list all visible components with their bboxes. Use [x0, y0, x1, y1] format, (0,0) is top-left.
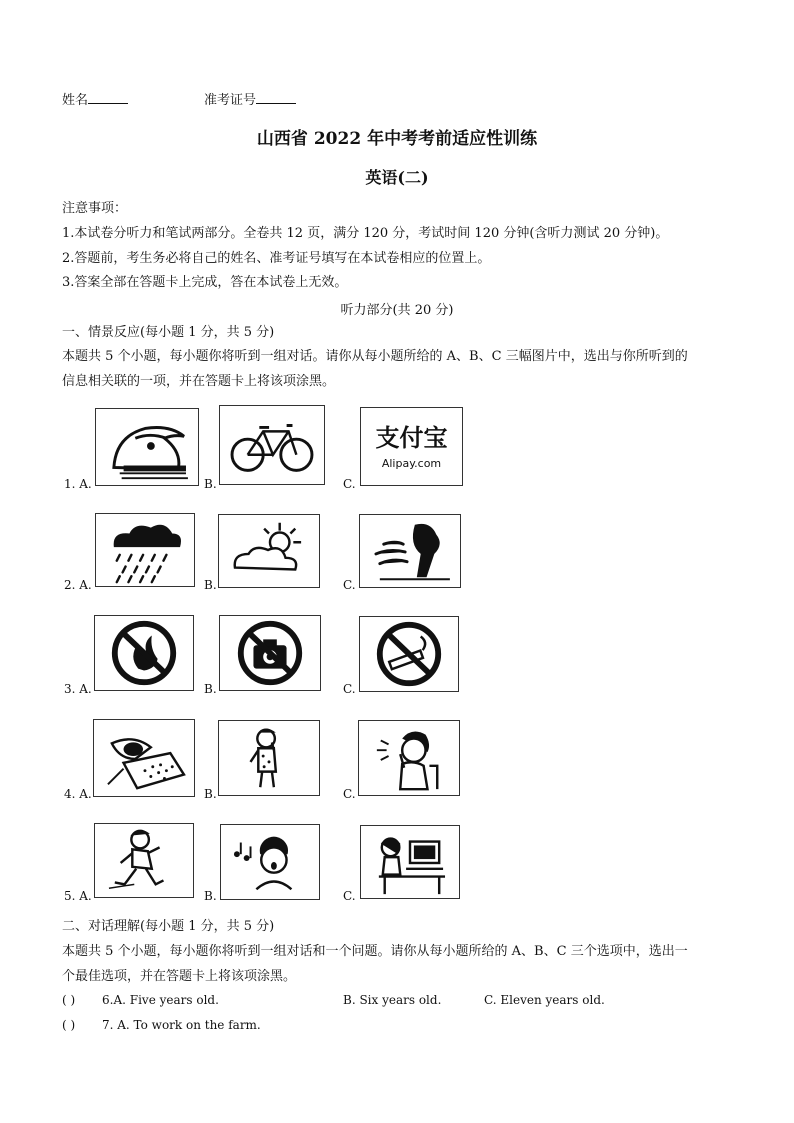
- q3-label-b: B.: [204, 682, 217, 696]
- q4-label-b: B.: [204, 787, 217, 801]
- q2-label-a: 2. A.: [64, 578, 92, 592]
- no-smoking-icon[interactable]: [359, 616, 459, 692]
- q3-label-c: C.: [343, 682, 356, 696]
- section2-heading: 二、对话理解(每小题 1 分，共 5 分): [62, 919, 275, 934]
- q1-label-a: 1. A.: [64, 477, 92, 491]
- q5-label-c: C.: [343, 889, 356, 903]
- alipay-cn-logo: 支付宝: [375, 424, 448, 452]
- bicycle-icon[interactable]: [219, 405, 325, 485]
- exam-subtitle: 英语(二): [365, 168, 429, 187]
- exam-no-blank[interactable]: [256, 91, 296, 104]
- section1-instruction-cont: 信息相关联的一项，并在答题卡上将该项涂黑。: [62, 374, 336, 389]
- q2-label-b: B.: [204, 578, 217, 592]
- note-item-3: 3.答案全部在答题卡上完成，答在本试卷上无效。: [62, 275, 348, 290]
- sick-boy-icon[interactable]: [218, 720, 320, 796]
- section1-instruction: 本题共 5 个小题，每小题你将听到一组对话。请你从每小题所给的 A、B、C 三幅图片中，选出与你所听到的: [62, 349, 688, 364]
- q6-option-b[interactable]: B. Six years old.: [343, 993, 442, 1007]
- singing-boy-icon[interactable]: [220, 824, 320, 900]
- q7-answer-paren[interactable]: ( ): [62, 1018, 76, 1032]
- exam-title: 山西省 2022 年中考考前适应性训练: [256, 129, 538, 149]
- section2-instruction-cont: 个最佳选项，并在答题卡上将该项涂黑。: [62, 969, 297, 984]
- q1-label-b: B.: [204, 477, 217, 491]
- sleeping-person-icon[interactable]: [93, 719, 195, 797]
- q6-option-a[interactable]: 6.A. Five years old.: [102, 993, 219, 1007]
- no-fire-icon[interactable]: [94, 615, 194, 691]
- q5-label-a: 5. A.: [64, 889, 92, 903]
- q4-label-a: 4. A.: [64, 787, 92, 801]
- section2-instruction: 本题共 5 个小题，每小题你将听到一组对话和一个问题。请你从每小题所给的 A、B、C 三个选项中，选出一: [62, 944, 688, 959]
- listening-heading: 听力部分(共 20 分): [340, 303, 454, 318]
- exam-no-label: 准考证号: [204, 93, 257, 108]
- q5-label-b: B.: [204, 889, 217, 903]
- running-boy-icon[interactable]: [94, 823, 194, 898]
- name-field: [62, 91, 128, 110]
- name-blank[interactable]: [88, 91, 128, 104]
- no-camera-icon[interactable]: [219, 615, 321, 691]
- q2-label-c: C.: [343, 578, 356, 592]
- name-label: 姓名: [62, 93, 89, 108]
- storm-wind-icon[interactable]: [359, 514, 461, 588]
- computer-girl-icon[interactable]: [360, 825, 460, 899]
- sun-cloud-icon[interactable]: [218, 514, 320, 588]
- notes-heading: 注意事项：: [62, 201, 128, 216]
- rain-cloud-icon[interactable]: [95, 513, 195, 587]
- q1-label-c: C.: [343, 477, 356, 491]
- note-item-2: 2.答题前，考生务必将自己的姓名、准考证号填写在本试卷相应的位置上。: [62, 251, 491, 266]
- alipay-en-text: Alipay.com: [381, 457, 442, 470]
- section1-heading: 一、情景反应(每小题 1 分，共 5 分): [62, 325, 275, 340]
- q6-option-c[interactable]: C. Eleven years old.: [484, 993, 605, 1007]
- q7-option-a[interactable]: 7. A. To work on the farm.: [102, 1018, 261, 1032]
- q3-label-a: 3. A.: [64, 682, 92, 696]
- alipay-logo-icon[interactable]: [360, 407, 463, 486]
- high-speed-train-icon[interactable]: [95, 408, 199, 486]
- exam-no-field: [204, 91, 296, 110]
- q6-answer-paren[interactable]: ( ): [62, 993, 76, 1007]
- note-item-1: 1.本试卷分听力和笔试两部分。全卷共 12 页，满分 120 分，考试时间 120 分钟(含听力测试 20 分钟)。: [62, 226, 669, 241]
- sneezing-person-icon[interactable]: [358, 720, 460, 796]
- q4-label-c: C.: [343, 787, 356, 801]
